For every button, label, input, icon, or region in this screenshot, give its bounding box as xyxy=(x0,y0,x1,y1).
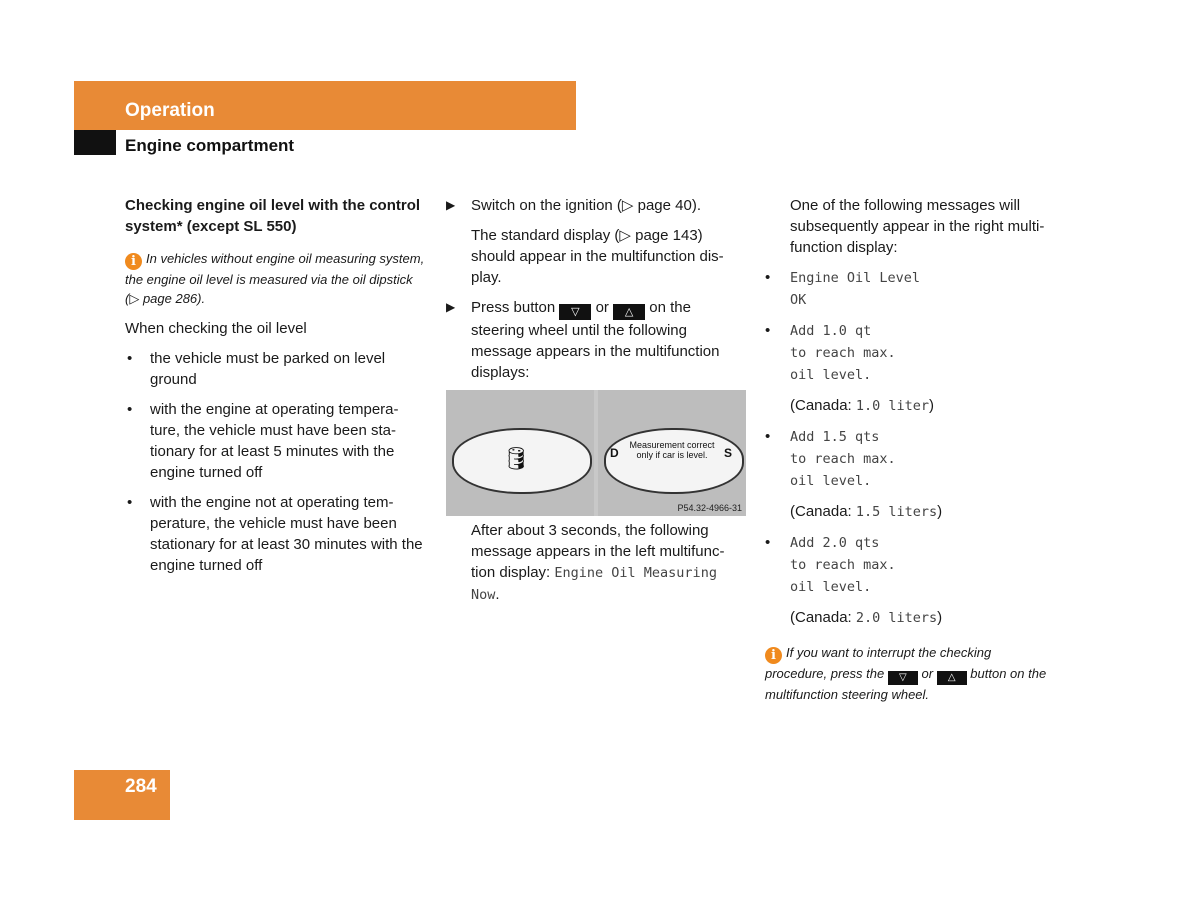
message-2: Add 1.0 qt to reach max. oil level. xyxy=(790,323,896,383)
list-item xyxy=(740,320,1065,386)
step-arrow-icon: ▶ xyxy=(446,198,456,212)
list-item xyxy=(125,348,425,390)
topic-heading: Checking engine oil level with the control system* (except SL 550) xyxy=(125,197,421,235)
dial-letter-s: S xyxy=(724,446,733,460)
display-figure xyxy=(446,390,746,516)
list-item xyxy=(740,426,1065,492)
oil-can-icon: 🛢 xyxy=(502,446,530,471)
canada-close: ) xyxy=(929,397,935,414)
right-display-image xyxy=(598,390,746,516)
info-icon: i xyxy=(765,647,782,664)
step-1 xyxy=(446,195,746,216)
interrupt-note-text-b: button on the multifunction steering wheel. xyxy=(765,666,1047,702)
info-note-text: In vehicles without engine oil measuring system, the engine oil level is measured via the oil dipstick (▷ page 286). xyxy=(125,251,425,306)
list-item xyxy=(125,399,425,483)
list-item xyxy=(125,492,425,576)
step-2-text-a: Press button xyxy=(471,299,556,316)
scroll-up-button-icon: △ xyxy=(613,304,645,320)
figure-caption: P54.32-4966-31 xyxy=(677,503,742,513)
step-1-text: Switch on the ignition (▷ page 40). xyxy=(471,197,702,214)
page-number: 284 xyxy=(125,776,157,797)
step-arrow-icon: ▶ xyxy=(446,300,456,314)
canada-label: (Canada: xyxy=(790,503,856,520)
right-display-message: Measurement correct only if car is level. xyxy=(629,440,715,460)
canada-close: ) xyxy=(937,503,943,520)
info-note xyxy=(125,249,425,308)
interrupt-note-or: or xyxy=(921,666,934,681)
list-item-text: with the engine not at operating tem-perature, the vehicle must have been stationary for at least 30 minutes with the engine turned off xyxy=(150,494,423,574)
canada-value: 2.0 liters xyxy=(855,610,938,626)
scroll-down-button-icon: ▽ xyxy=(888,671,918,685)
list-item xyxy=(740,267,1065,311)
interrupt-note xyxy=(765,643,1055,704)
dial-letter-d: D xyxy=(610,446,619,460)
after-text: After about 3 seconds, the following message appears in the left multifunc-tion display: xyxy=(471,522,725,581)
canada-close: ) xyxy=(937,609,943,626)
bullet-icon: • xyxy=(765,534,771,551)
bullet-icon: • xyxy=(765,322,771,339)
canada-note-2 xyxy=(740,395,1065,417)
canada-note-3 xyxy=(740,501,1065,523)
subsection-title: Engine compartment xyxy=(125,136,295,155)
bullet-icon: • xyxy=(127,401,133,418)
left-display-image xyxy=(446,390,594,516)
interrupt-note-text-a: If you want to interrupt the checking procedure, press the xyxy=(765,645,992,681)
step-2-text-b: on the steering wheel until the following message appears in the multifunction displays: xyxy=(471,299,720,381)
bullet-icon: • xyxy=(127,350,133,367)
intro-text: When checking the oil level xyxy=(125,320,307,337)
canada-label: (Canada: xyxy=(790,609,856,626)
bullet-icon: • xyxy=(127,494,133,511)
scroll-up-button-icon: △ xyxy=(937,671,967,685)
step-2-or: or xyxy=(595,299,609,316)
canada-value: 1.5 liters xyxy=(855,504,938,520)
left-display-message: Engine Oil Measuring Now xyxy=(471,565,717,603)
canada-note-4 xyxy=(740,607,1065,629)
scroll-down-button-icon: ▽ xyxy=(559,304,591,320)
message-4: Add 2.0 qts to reach max. oil level. xyxy=(790,535,896,595)
list-item xyxy=(740,532,1065,598)
section-title: Operation xyxy=(125,100,215,121)
step-1-detail: The standard display (▷ page 143) should appear in the multifunction dis-play. xyxy=(471,227,724,286)
bullet-icon: • xyxy=(765,428,771,445)
after-end: . xyxy=(495,586,500,603)
list-item-text: with the engine at operating tempera-ture, the vehicle must have been sta-tionary for at least 5 minutes with the engine turned off xyxy=(150,401,399,481)
condition-list xyxy=(125,348,425,576)
canada-label: (Canada: xyxy=(790,397,856,414)
right-dial xyxy=(604,428,744,494)
step-2 xyxy=(446,297,746,383)
after-figure-text xyxy=(471,520,746,606)
bullet-icon: • xyxy=(765,269,771,286)
column-2 xyxy=(446,195,746,392)
info-icon: i xyxy=(125,253,142,270)
canada-value: 1.0 liter xyxy=(855,398,930,414)
col3-intro: One of the following messages will subsequently appear in the right multi-function display: xyxy=(790,197,1045,256)
message-list xyxy=(740,267,1065,629)
list-item-text: the vehicle must be parked on level ground xyxy=(150,350,386,388)
column-1 xyxy=(125,195,425,585)
column-3 xyxy=(765,195,1065,714)
subsection-marker xyxy=(74,130,116,155)
message-3: Add 1.5 qts to reach max. oil level. xyxy=(790,429,896,489)
message-1: Engine Oil Level OK xyxy=(790,270,921,308)
